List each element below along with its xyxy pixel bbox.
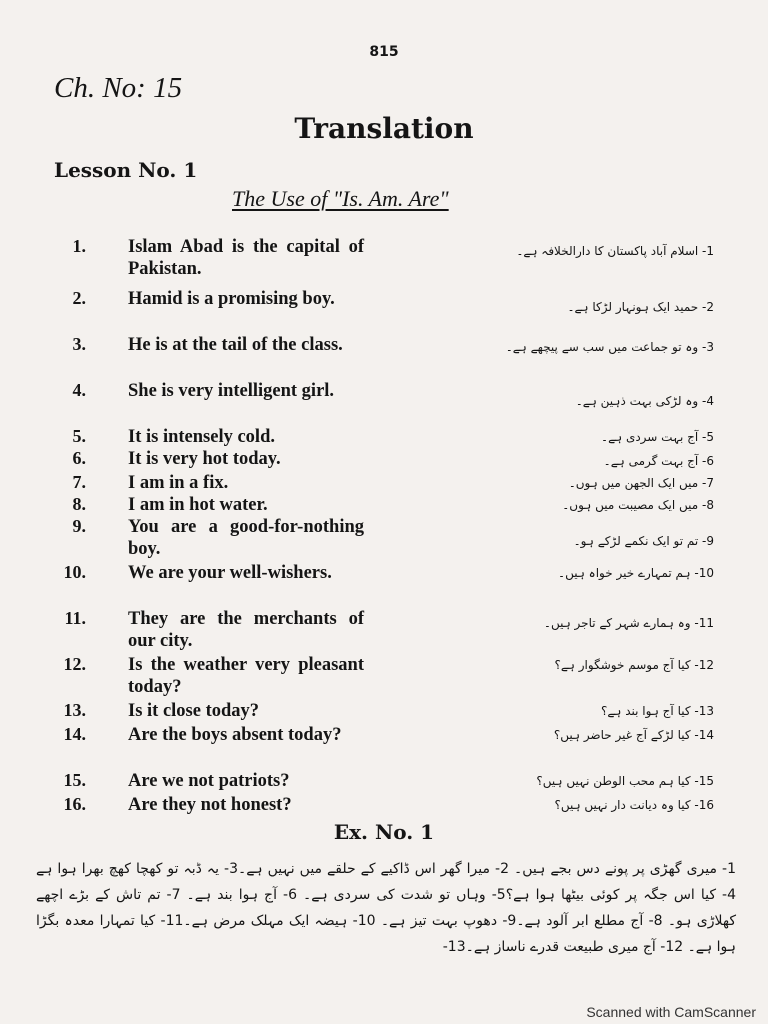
english-sentence: He is at the tail of the class. [128,335,343,355]
english-sentence: It is very hot today. [128,449,281,469]
english-sentence: Are the boys absent today? [128,725,342,745]
page-title: Translation [294,112,474,145]
page-number: 815 [369,44,399,60]
entry-number: 7. [72,472,86,492]
english-sentence: Hamid is a promising boy. [128,289,335,309]
urdu-sentence: 4- وہ لڑکی بہت ذہین ہے۔ [575,394,714,408]
urdu-sentence: 10- ہم تمہارے خیر خواہ ہیں۔ [558,566,714,580]
english-sentence: I am in a fix. [128,473,229,493]
english-sentence: Are they not honest? [128,795,292,815]
lesson-subtitle: The Use of "Is. Am. Are" [232,186,449,211]
urdu-sentence: 6- آج بہت گرمی ہے۔ [603,454,714,468]
english-sentence: They are the merchants of our city. [128,609,364,651]
entry-number: 13. [63,700,86,720]
urdu-sentence: 9- تم تو ایک نکمے لڑکے ہو۔ [573,534,714,548]
english-sentence: Is it close today? [128,701,260,721]
urdu-sentence: 8- میں ایک مصیبت میں ہوں۔ [562,498,714,512]
entry-number: 15. [63,770,86,790]
urdu-sentence: 1- اسلام آباد پاکستان کا دارالخلافہ ہے۔ [516,244,714,258]
entry-number: 10. [63,562,86,582]
entry-number: 14. [63,724,86,744]
entry-number: 3. [72,334,86,354]
chapter-heading: Ch. No: 15 [54,72,183,104]
english-sentence: It is intensely cold. [128,427,275,447]
entry-number: 1. [72,236,86,256]
entry-number: 16. [63,794,86,814]
entry-number: 8. [72,494,86,514]
urdu-sentence: 16- کیا وہ دیانت دار نہیں ہیں؟ [554,798,714,812]
urdu-sentence: 13- کیا آج ہوا بند ہے؟ [600,704,714,718]
urdu-sentence: 11- وہ ہمارے شہر کے تاجر ہیں۔ [543,616,714,630]
entry-number: 2. [72,288,86,308]
urdu-sentence: 7- میں ایک الجھن میں ہوں۔ [568,476,714,490]
english-sentence: Islam Abad is the capital of Pakistan. [128,237,364,279]
english-sentence: Is the weather very pleasant today? [128,655,364,697]
urdu-sentence: 2- حمید ایک ہونہار لڑکا ہے۔ [567,300,714,314]
entry-number: 6. [72,448,86,468]
entry-number: 9. [72,516,86,536]
english-sentence: I am in hot water. [128,495,268,515]
english-sentence: We are your well-wishers. [128,563,332,583]
exercise-paragraph: 1- میری گھڑی پر پونے دس بجے ہیں۔ 2- میرا گھر اس ڈاکیے کے حلقے میں نہیں ہے۔3- یہ ڈبہ تو کھچا کھچ بھرا ہوا ہے 4- کیا اس جگہ پر کوئی بیٹھا ہوا ہے؟5- وہاں تو شدت کی سردی ہے۔ 6- آج ہوا بند ہے۔ 7- تم تاش کے بڑے اچھے کھلاڑی ہو۔ 8- آج مطلع ابر آلود ہے۔9- دھوپ بہت تیز ہے۔ 10- ہیضہ ایک مہلک مرض ہے۔11- کیا تمہارا معدہ بگڑا ہوا ہے۔ 12- آج میری طبیعت قدرے ناساز ہے۔13- [36,861,737,955]
urdu-sentence: 15- کیا ہم محب الوطن نہیں ہیں؟ [536,774,714,788]
english-sentence: She is very intelligent girl. [128,381,335,401]
english-sentence: Are we not patriots? [128,771,290,791]
scanner-watermark: Scanned with CamScanner [586,1004,756,1020]
urdu-sentence: 5- آج بہت سردی ہے۔ [601,430,714,444]
english-sentence: You are a good-for-nothing boy. [128,517,364,559]
entry-number: 4. [72,380,86,400]
urdu-sentence: 12- کیا آج موسم خوشگوار ہے؟ [554,658,714,672]
entry-number: 11. [64,608,86,628]
lesson-heading: Lesson No. 1 [54,158,198,182]
entry-number: 12. [63,654,86,674]
exercise-heading: Ex. No. 1 [333,820,435,844]
urdu-sentence: 3- وہ تو جماعت میں سب سے پیچھے ہے۔ [505,340,714,354]
urdu-sentence: 14- کیا لڑکے آج غیر حاضر ہیں؟ [553,728,714,742]
entry-number: 5. [72,426,86,446]
